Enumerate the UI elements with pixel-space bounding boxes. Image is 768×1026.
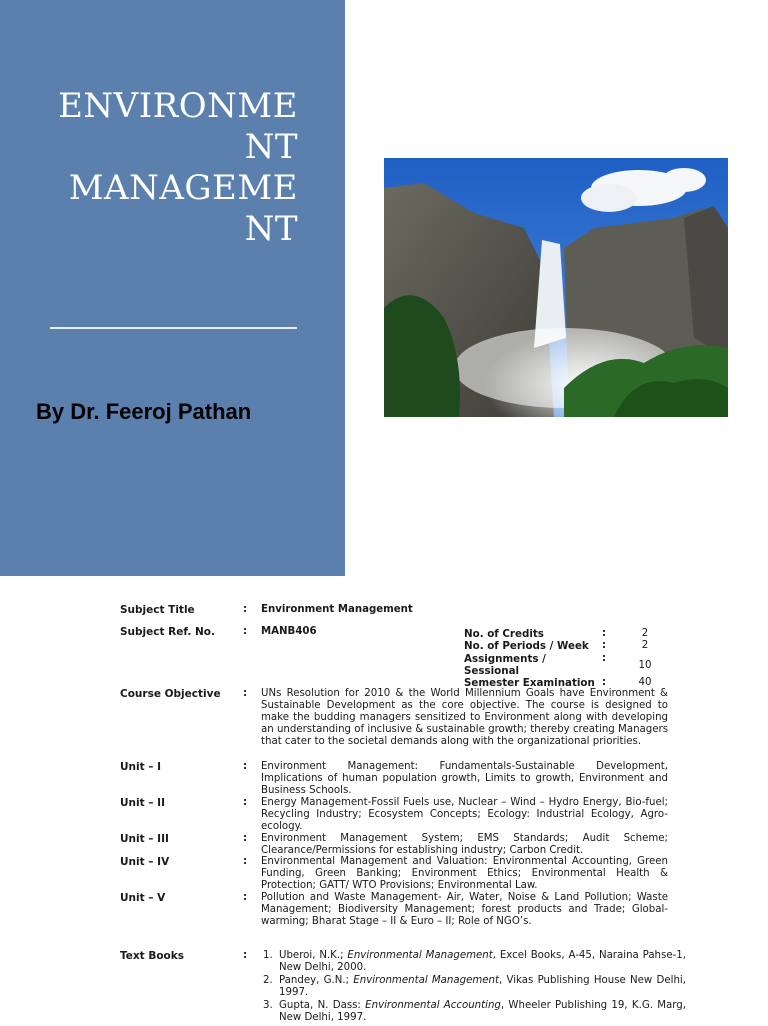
book-author: Gupta, N. Dass: [279, 1000, 366, 1012]
book-number: 1. [263, 950, 273, 961]
unit-label: Unit – IV [120, 856, 170, 868]
ref-no: MANB406 [261, 626, 317, 637]
credit-value: 2 [641, 628, 649, 639]
text-books-label: Text Books [120, 950, 184, 962]
credit-label: Assignments / Sessional [464, 653, 546, 677]
credit-value: 2 [641, 640, 649, 651]
credit-value: 40 [638, 677, 652, 688]
colon: : [243, 950, 248, 961]
credit-label: No. of Credits [464, 628, 544, 640]
credit-label: Semester Examination [464, 677, 595, 689]
colon: : [602, 640, 607, 651]
colon: : [243, 833, 248, 844]
book-title: Environmental Management [353, 975, 499, 987]
unit-label: Unit – II [120, 797, 165, 809]
colon: : [243, 604, 248, 615]
colon: : [243, 856, 248, 867]
title-line: NT [244, 209, 298, 249]
subject-title: Environment Management [261, 604, 413, 615]
book-number: 2. [263, 975, 273, 987]
unit-label: Unit – I [120, 761, 162, 773]
book-title: Environmental Accounting [365, 1000, 501, 1012]
course-objective-label: Course Objective [120, 688, 221, 700]
colon: : [243, 688, 248, 699]
colon: : [243, 797, 248, 808]
title-divider [50, 327, 297, 329]
subject-title-label: Subject Title [120, 604, 195, 616]
book-number: 3. [263, 1000, 273, 1012]
author-byline: By Dr. Feeroj Pathan [36, 399, 252, 424]
waterfall-photo [384, 158, 728, 417]
colon: : [243, 626, 248, 637]
book-publisher: , Vikas Publishing House New Delhi, 1997. [279, 975, 686, 999]
credit-value: 10 [638, 660, 652, 671]
unit-text: Environment Management: Fundamentals-Sustainable Development, Implications of human population growth, Limits to growth, Environment and Business Schools. [261, 761, 668, 797]
book-publisher: , Excel Books, A-45, Naraina Pahse-1, New Delhi, 2000. [279, 950, 686, 974]
colon: : [602, 677, 607, 688]
book-author: Pandey, G.N.; [279, 975, 354, 987]
unit-text: Environment Management System; EMS Standards; Audit Scheme; Clearance/Permissions for establishing industry; Carbon Credit. [261, 833, 668, 857]
colon: : [602, 628, 607, 639]
text-books-list [261, 950, 686, 1026]
title-line: ENVIRONME [58, 86, 298, 126]
colon: : [602, 653, 607, 664]
list-item [261, 1000, 686, 1024]
ref-label: Subject Ref. No. [120, 626, 216, 638]
course-objective: UNs Resolution for 2010 & the World Millennium Goals have Environment & Sustainable Development as the core objective. The course is designed to make the budding managers sensitized to Environment along with developing an understanding of inclusive & sustainable growth; thereby creating Managers that cater to the societal demands along with the organizational priorities. [261, 688, 668, 748]
book-title: Environmental Management [347, 950, 493, 961]
unit-label: Unit – V [120, 892, 166, 904]
credit-label: No. of Periods / Week [464, 640, 589, 652]
unit-text: Pollution and Waste Management- Air, Water, Noise & Land Pollution; Waste Management; Biodiversity Management; forest products and Trade; Global-warming; Bharat Stage – II & Euro – II; Role of NGO’s. [261, 892, 668, 928]
unit-text: Environmental Management and Valuation: Environmental Accounting, Green Funding, Green Banking; Environment Ethics; Environmental Health & Protection; GATT/ WTO Provisions; Environmental Law. [261, 856, 668, 892]
cover-title [40, 86, 298, 250]
title-line: MANAGEME [68, 168, 298, 208]
list-item [261, 950, 686, 974]
book-author: Uberoi, N.K.; [279, 950, 348, 961]
title-line: NT [244, 127, 298, 167]
unit-label: Unit – III [120, 833, 169, 845]
cover-panel [0, 0, 345, 576]
syllabus-table [0, 596, 768, 1024]
colon: : [243, 892, 248, 903]
list-item [261, 975, 686, 999]
unit-text: Energy Management-Fossil Fuels use, Nuclear – Wind – Hydro Energy, Bio-fuel; Recycling Industry; Ecosystem Concepts; Ecology: Industrial Ecology, Agro-ecology. [261, 797, 668, 833]
colon: : [243, 761, 248, 772]
book-publisher: , Wheeler Publishing 19, K.G. Marg, New Delhi, 1997. [279, 1000, 686, 1024]
